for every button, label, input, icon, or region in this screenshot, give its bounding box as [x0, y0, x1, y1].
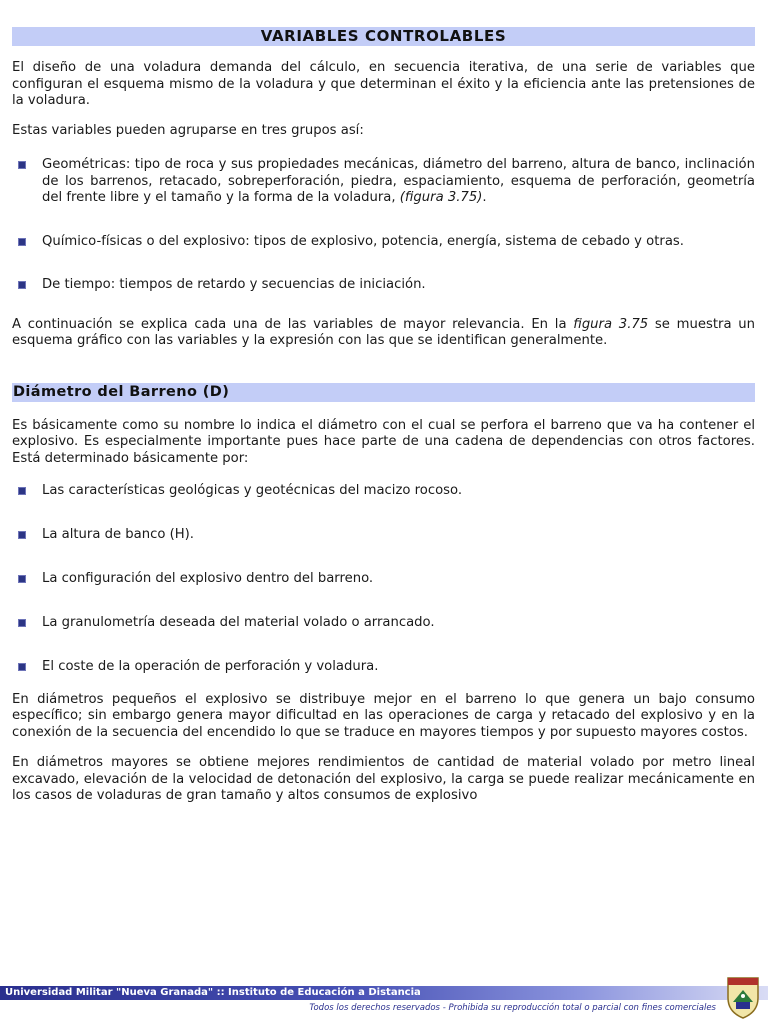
list-item [12, 659, 755, 676]
figure-reference: (figura 3.75) [399, 190, 483, 205]
small-diameters-paragraph: En diámetros pequeños el explosivo se distribuye mejor en el barreno lo que genera un bajo consumo específico; sin embargo genera mayor dificultad en las operaciones de carga y retacado del explosivo y en la conexión de la secuencia del encendido lo que se traduce en mayores tiempos y por supuesto mayores costos. [12, 691, 755, 740]
groups-intro-paragraph: Estas variables pueden agruparse en tres grupos así: [12, 122, 364, 138]
list-item [12, 157, 755, 207]
page-footer [0, 982, 768, 1024]
footer-rights: Todos los derechos reservados - Prohibida su reproducción total o parcial con fines comerciales [309, 1003, 716, 1013]
diameter-intro-paragraph: Es básicamente como su nombre lo indica el diámetro con el cual se perfora el barreno que va ha contener el explosivo. Es especialmente importante pues hace parte de una cadena de dependencias con otros factores. Está determinado básicamente por: [12, 417, 755, 466]
figure-reference: figura 3.75 [573, 316, 649, 332]
list-item [12, 615, 755, 632]
list-item [12, 483, 755, 500]
document-body [12, 27, 755, 805]
list-item [12, 277, 755, 294]
list-item-text: De tiempo: tiempos de retardo y secuencias de iniciación. [42, 277, 426, 292]
square-bullet-icon [18, 619, 26, 627]
list-item-text: La altura de banco (H). [42, 527, 194, 542]
list-item-text: Geométricas: tipo de roca y sus propiedades mecánicas, diámetro del barreno, altura de banco, inclinación de los barrenos, retacado, sobreperforación, piedra, espaciamiento, esquema de perforación, geometría del frente libre y el tamaño y la forma de la voladura, [42, 157, 755, 205]
square-bullet-icon [18, 663, 26, 671]
square-bullet-icon [18, 281, 26, 289]
list-item-text: La configuración del explosivo dentro del barreno. [42, 571, 374, 586]
diameter-factors-list [12, 483, 755, 676]
list-item-text: Químico-físicas o del explosivo: tipos de explosivo, potencia, energía, sistema de cebado y otras. [42, 233, 684, 249]
continuation-text: A continuación se explica cada una de las variables de mayor relevancia. En la [12, 316, 574, 332]
square-bullet-icon [18, 238, 26, 246]
variable-groups-list [12, 157, 755, 294]
list-item-text: La granulometría deseada del material volado o arrancado. [42, 615, 435, 630]
list-item [12, 527, 755, 544]
continuation-text-end: se muestra un esquema gráfico con las variables y la expresión con las que se identifican generalmente. [12, 316, 755, 348]
page-title: VARIABLES CONTROLABLES [12, 27, 755, 46]
footer-institution: Universidad Militar "Nueva Granada" :: Instituto de Educación a Distancia [5, 987, 421, 998]
list-item-text: Las características geológicas y geotécnicas del macizo rocoso. [42, 483, 463, 498]
list-item-end: . [482, 190, 487, 205]
large-diameters-paragraph: En diámetros mayores se obtiene mejores rendimientos de cantidad de material volado por metro lineal excavado, elevación de la velocidad de detonación del explosivo, la carga se puede realizar mecánicamente en los casos de voladuras de gran tamaño y altos consumos de explosivo [12, 755, 755, 803]
university-crest-icon [722, 972, 764, 1020]
intro-paragraph: El diseño de una voladura demanda del cálculo, en secuencia iterativa, de una serie de variables que configuran el esquema mismo de la voladura y que determinan el éxito y la eficiencia ante las pretensiones de la voladura. [12, 60, 755, 108]
list-item [12, 234, 755, 251]
continuation-paragraph [12, 317, 755, 350]
list-item [12, 571, 755, 588]
square-bullet-icon [18, 531, 26, 539]
square-bullet-icon [18, 487, 26, 495]
square-bullet-icon [18, 575, 26, 583]
list-item-text: El coste de la operación de perforación y voladura. [42, 659, 379, 674]
section-heading: Diámetro del Barreno (D) [12, 383, 755, 402]
square-bullet-icon [18, 161, 26, 169]
